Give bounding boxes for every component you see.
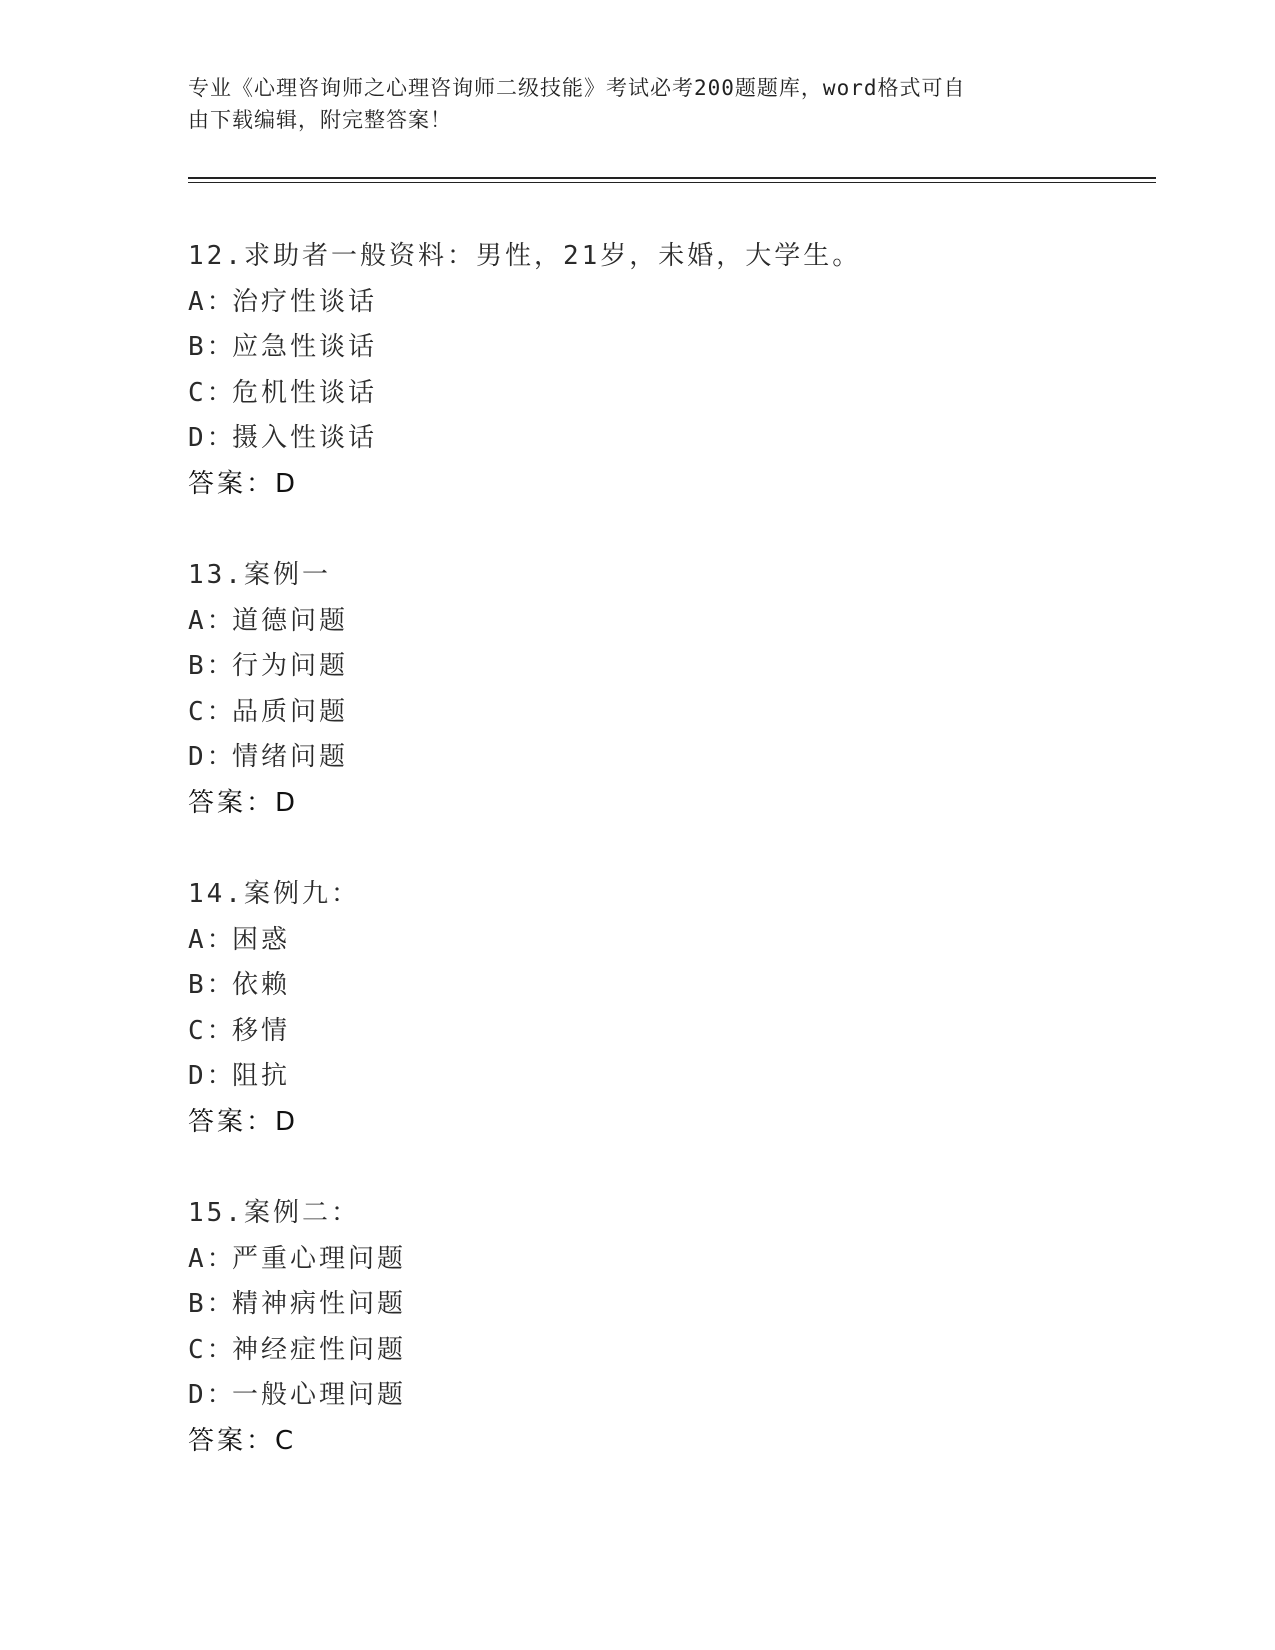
- question-15: [188, 1191, 1148, 1464]
- option-key: A：: [188, 924, 236, 955]
- option-b: [188, 1282, 1148, 1328]
- option-text: 危机性谈话: [232, 377, 378, 408]
- option-key: B：: [188, 332, 236, 362]
- option-a: [188, 599, 1148, 645]
- option-b: [188, 644, 1148, 690]
- option-key: C：: [188, 696, 236, 727]
- option-a: [188, 918, 1148, 964]
- question-stem: 15.案例二：: [188, 1198, 360, 1228]
- option-c: [188, 690, 1148, 736]
- option-text: 摄入性谈话: [232, 423, 378, 453]
- header-divider-thick: [188, 177, 1156, 179]
- question-stem: 13.案例一: [188, 560, 331, 590]
- option-d: [188, 1054, 1148, 1100]
- header-line-2: 由下载编辑，附完整答案！: [188, 108, 452, 132]
- question-stem: 14.案例九：: [188, 879, 360, 909]
- header-divider-thin: [188, 182, 1156, 183]
- option-text: 精神病性问题: [232, 1289, 407, 1319]
- option-c: [188, 1009, 1148, 1055]
- option-key: B：: [188, 1289, 236, 1319]
- option-a: [188, 1237, 1148, 1283]
- option-text: 神经症性问题: [232, 1334, 407, 1365]
- answer-line: 答案：C: [188, 1425, 297, 1456]
- answer-line: 答案：D: [188, 787, 299, 818]
- option-c: [188, 371, 1148, 417]
- option-text: 品质问题: [232, 696, 349, 727]
- answer-line: 答案：D: [188, 1106, 299, 1137]
- header-line-1: 专业《心理咨询师之心理咨询师二级技能》考试必考200题题库，word格式可自: [188, 76, 966, 100]
- option-a: [188, 280, 1148, 326]
- option-text: 依赖: [232, 970, 291, 1000]
- option-text: 一般心理问题: [232, 1380, 407, 1410]
- question-12: [188, 234, 1148, 507]
- option-d: [188, 1373, 1148, 1419]
- option-b: [188, 325, 1148, 371]
- question-stem: 12.求助者一般资料：男性，21岁，未婚，大学生。: [188, 241, 862, 271]
- question-13: [188, 553, 1148, 826]
- option-text: 困惑: [232, 924, 291, 955]
- option-key: B：: [188, 651, 236, 681]
- option-text: 情绪问题: [232, 742, 349, 772]
- answer-line: 答案：D: [188, 468, 299, 499]
- option-key: C：: [188, 1015, 236, 1046]
- option-c: [188, 1328, 1148, 1374]
- option-key: B：: [188, 970, 236, 1000]
- option-text: 应急性谈话: [232, 332, 378, 362]
- option-text: 道德问题: [232, 605, 349, 636]
- option-text: 移情: [232, 1015, 291, 1046]
- option-key: D：: [188, 742, 236, 772]
- option-d: [188, 416, 1148, 462]
- option-d: [188, 735, 1148, 781]
- question-list: [188, 234, 1148, 1510]
- option-key: D：: [188, 423, 236, 453]
- option-text: 治疗性谈话: [232, 286, 378, 317]
- option-key: C：: [188, 1334, 236, 1365]
- option-key: A：: [188, 286, 236, 317]
- option-b: [188, 963, 1148, 1009]
- option-key: A：: [188, 605, 236, 636]
- option-key: D：: [188, 1061, 236, 1091]
- option-text: 行为问题: [232, 651, 349, 681]
- document-header: [188, 72, 1068, 136]
- option-text: 严重心理问题: [232, 1243, 407, 1274]
- question-14: [188, 872, 1148, 1145]
- option-key: C：: [188, 377, 236, 408]
- option-text: 阻抗: [232, 1061, 291, 1091]
- option-key: D：: [188, 1380, 236, 1410]
- option-key: A：: [188, 1243, 236, 1274]
